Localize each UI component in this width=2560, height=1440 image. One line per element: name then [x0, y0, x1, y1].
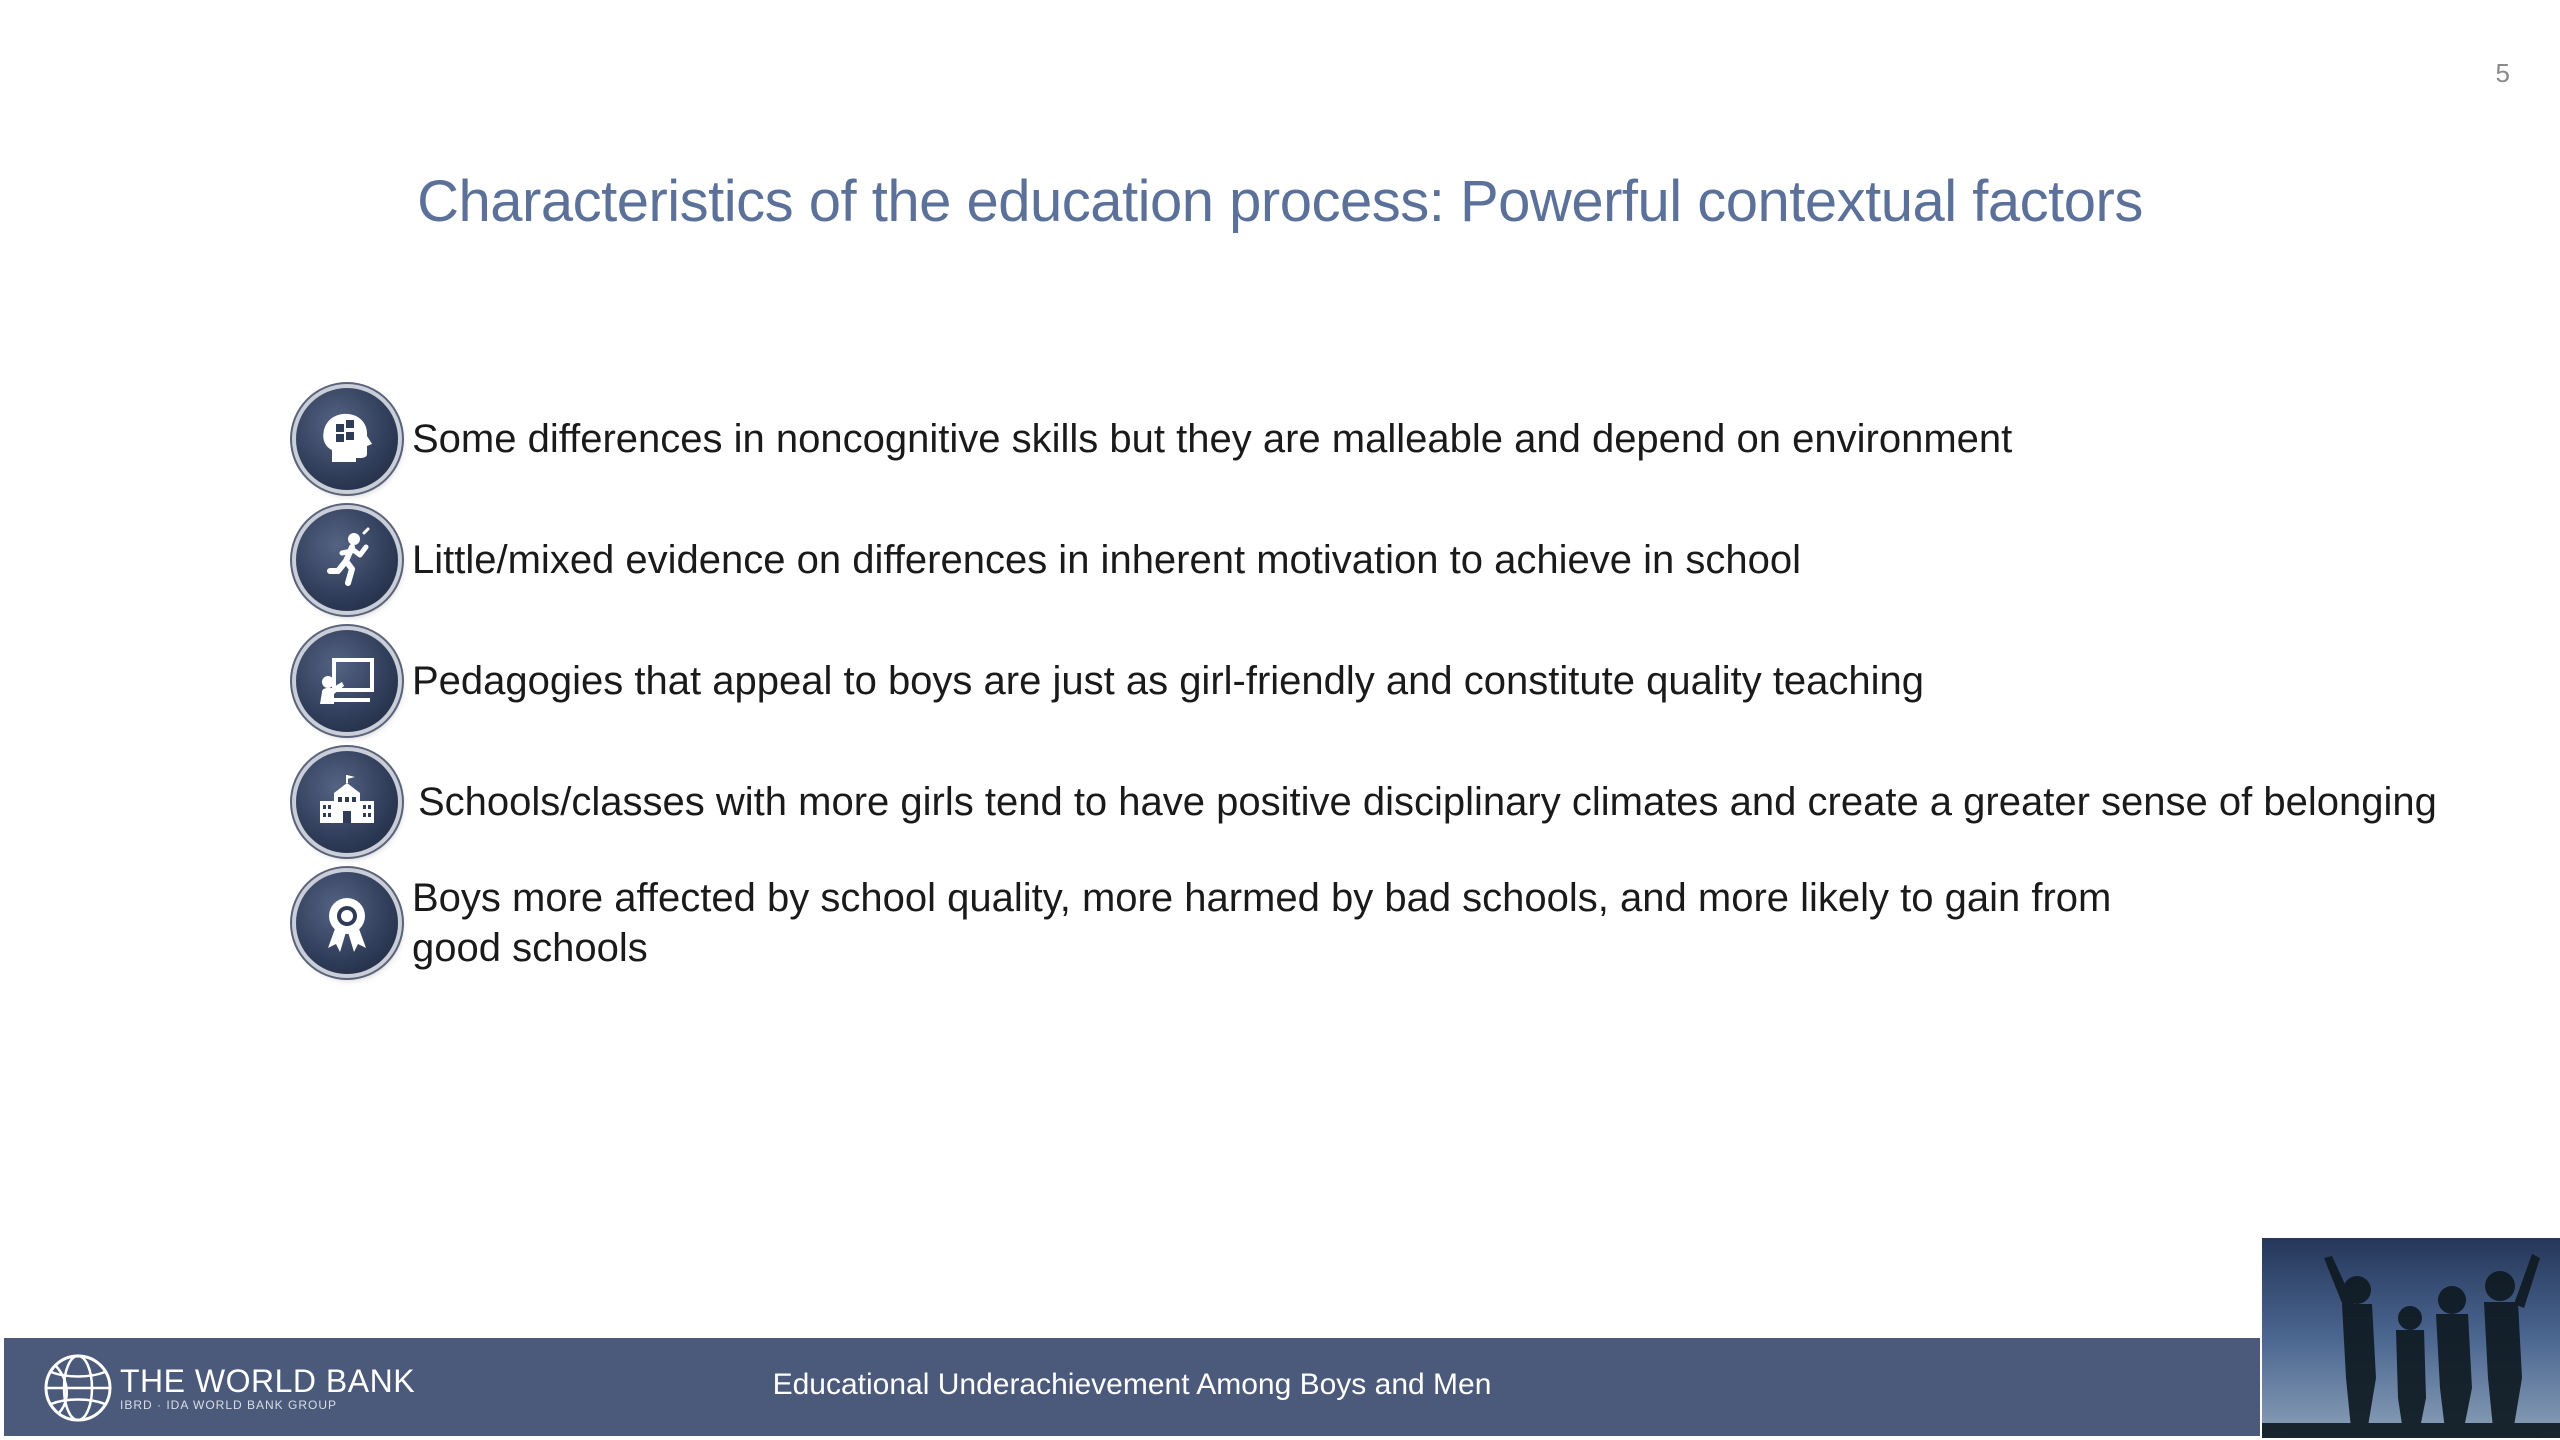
children-silhouette-photo	[2262, 1238, 2560, 1438]
slide-number: 5	[2495, 58, 2510, 88]
bullet-item	[296, 872, 2112, 974]
bullet-text: Boys more affected by school quality, more harmed by bad schools, and more likely to gain from good schools	[412, 876, 2112, 970]
bullet-item	[296, 630, 1924, 732]
bullet-text: Schools/classes with more girls tend to have positive disciplinary climates and create a greater sense of belonging	[418, 780, 2437, 824]
head-puzzle-icon	[296, 388, 398, 490]
logo-subtitle: IBRD · IDA WORLD BANK GROUP	[120, 1398, 338, 1412]
footer-caption: Educational Underachievement Among Boys and Men	[772, 1368, 1492, 1401]
award-ribbon-icon	[296, 872, 398, 974]
bullet-item	[296, 388, 2012, 490]
bullet-text: Pedagogies that appeal to boys are just as girl-friendly and constitute quality teaching	[412, 659, 1925, 703]
logo-name: THE WORLD BANK	[120, 1363, 416, 1399]
bullet-item	[296, 509, 1801, 611]
running-figure-icon	[296, 509, 398, 611]
bullet-item	[296, 751, 2437, 853]
bullet-text: Little/mixed evidence on differences in inherent motivation to achieve in school	[412, 538, 1801, 582]
school-building-icon	[296, 751, 398, 853]
bullet-text: Some differences in noncognitive skills but they are malleable and depend on environment	[412, 417, 2013, 461]
footer-bar	[4, 1338, 2260, 1436]
footer-photo	[2262, 1238, 2560, 1438]
teacher-board-icon	[296, 630, 398, 732]
slide-title: Characteristics of the education process: Powerful contextual factors	[417, 169, 2143, 234]
